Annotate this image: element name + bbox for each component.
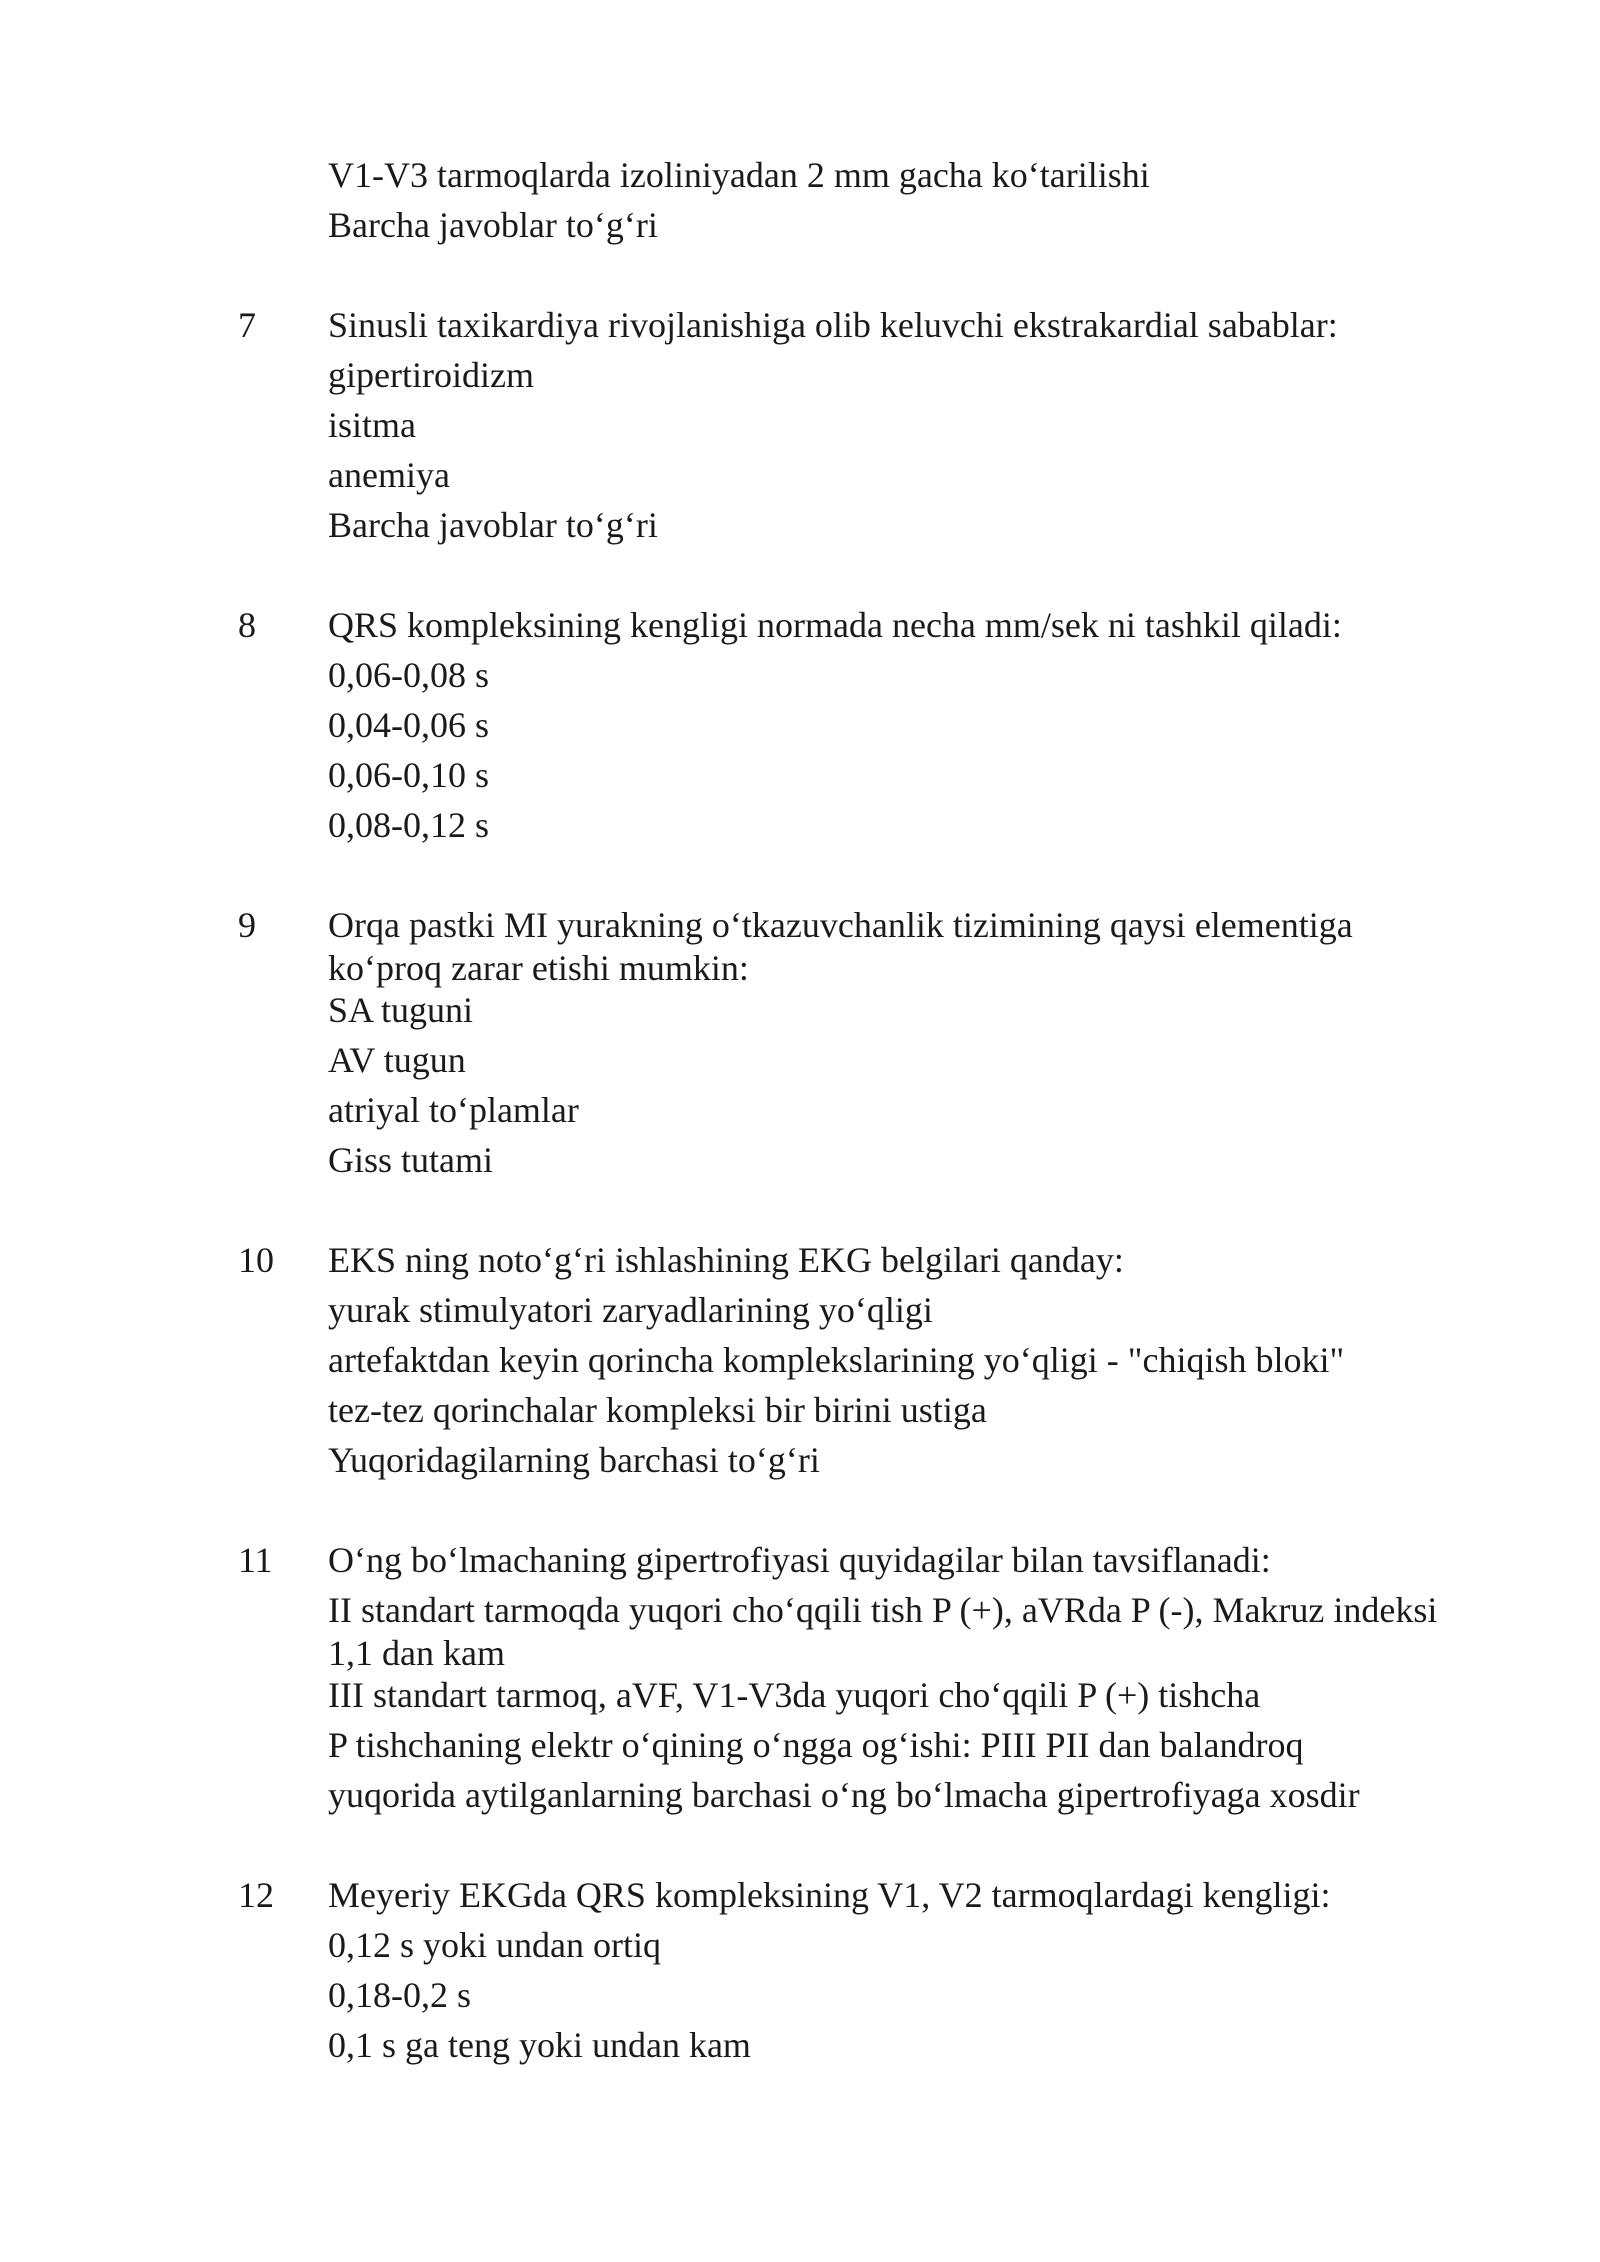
answer-option: 0,18-0,2 s <box>328 1975 471 2015</box>
answer-option: 0,06-0,08 s <box>328 655 489 695</box>
answer-option: SA tuguni <box>328 990 474 1030</box>
answer-option: Barcha javoblar to‘g‘ri <box>328 205 658 245</box>
answer-option: atriyal to‘plamlar <box>328 1090 579 1130</box>
answer-option: 0,08-0,12 s <box>328 805 489 845</box>
question-text: Orqa pastki MI yurakning o‘tkazuvchanlik tizimining qaysi elementiga ko‘proq zarar etishi mumkin: <box>328 905 1353 988</box>
answer-option: 0,04-0,06 s <box>328 705 489 745</box>
question-number: 8 <box>238 605 256 645</box>
question-text: O‘ng bo‘lmachaning gipertrofiyasi quyidagilar bilan tavsiflanadi: <box>328 1540 1271 1580</box>
answer-option: isitma <box>328 405 416 445</box>
answer-option: 0,12 s yoki undan ortiq <box>328 1925 661 1965</box>
answer-option: V1-V3 tarmoqlarda izoliniyadan 2 mm gacha ko‘tarilishi <box>328 155 1150 195</box>
answer-option: tez-tez qorinchalar kompleksi bir birini ustiga <box>328 1390 987 1430</box>
answer-option: Yuqoridagilarning barchasi to‘g‘ri <box>328 1440 820 1480</box>
answer-option: III standart tarmoq, aVF, V1-V3da yuqori cho‘qqili P (+) tishcha <box>328 1675 1261 1715</box>
question-text: EKS ning noto‘g‘ri ishlashining EKG belgilari qanday: <box>328 1240 1124 1280</box>
answer-option: Barcha javoblar to‘g‘ri <box>328 505 658 545</box>
answer-option: yuqorida aytilganlarning barchasi o‘ng bo‘lmacha gipertrofiyaga xosdir <box>328 1775 1360 1815</box>
answer-option: Giss tutami <box>328 1140 494 1180</box>
question-text: Sinusli taxikardiya rivojlanishiga olib keluvchi ekstrakardial sabablar: <box>328 305 1338 345</box>
question-number: 9 <box>238 905 256 945</box>
answer-option: 0,06-0,10 s <box>328 755 489 795</box>
answer-option: yurak stimulyatori zaryadlarining yo‘qligi <box>328 1290 933 1330</box>
question-number: 10 <box>238 1240 274 1280</box>
answer-option: II standart tarmoqda yuqori cho‘qqili tish P (+), aVRda P (-), Makruz indeksi 1,1 dan kam <box>328 1590 1438 1673</box>
question-number: 7 <box>238 305 256 345</box>
question-number: 11 <box>238 1540 273 1580</box>
answer-option: AV tugun <box>328 1040 466 1080</box>
answer-option: 0,1 s ga teng yoki undan kam <box>328 2025 751 2065</box>
answer-option: gipertiroidizm <box>328 355 534 395</box>
question-text: QRS kompleksining kengligi normada necha mm/sek ni tashkil qiladi: <box>328 605 1342 645</box>
question-number: 12 <box>238 1875 274 1915</box>
answer-option: artefaktdan keyin qorincha komplekslarining yo‘qligi - "chiqish bloki" <box>328 1340 1345 1380</box>
answer-option: anemiya <box>328 455 450 495</box>
question-text: Meyeriy EKGda QRS kompleksining V1, V2 tarmoqlardagi kengligi: <box>328 1875 1331 1915</box>
answer-option: P tishchaning elektr o‘qining o‘ngga og‘ishi: PIII PII dan balandroq <box>328 1725 1304 1765</box>
